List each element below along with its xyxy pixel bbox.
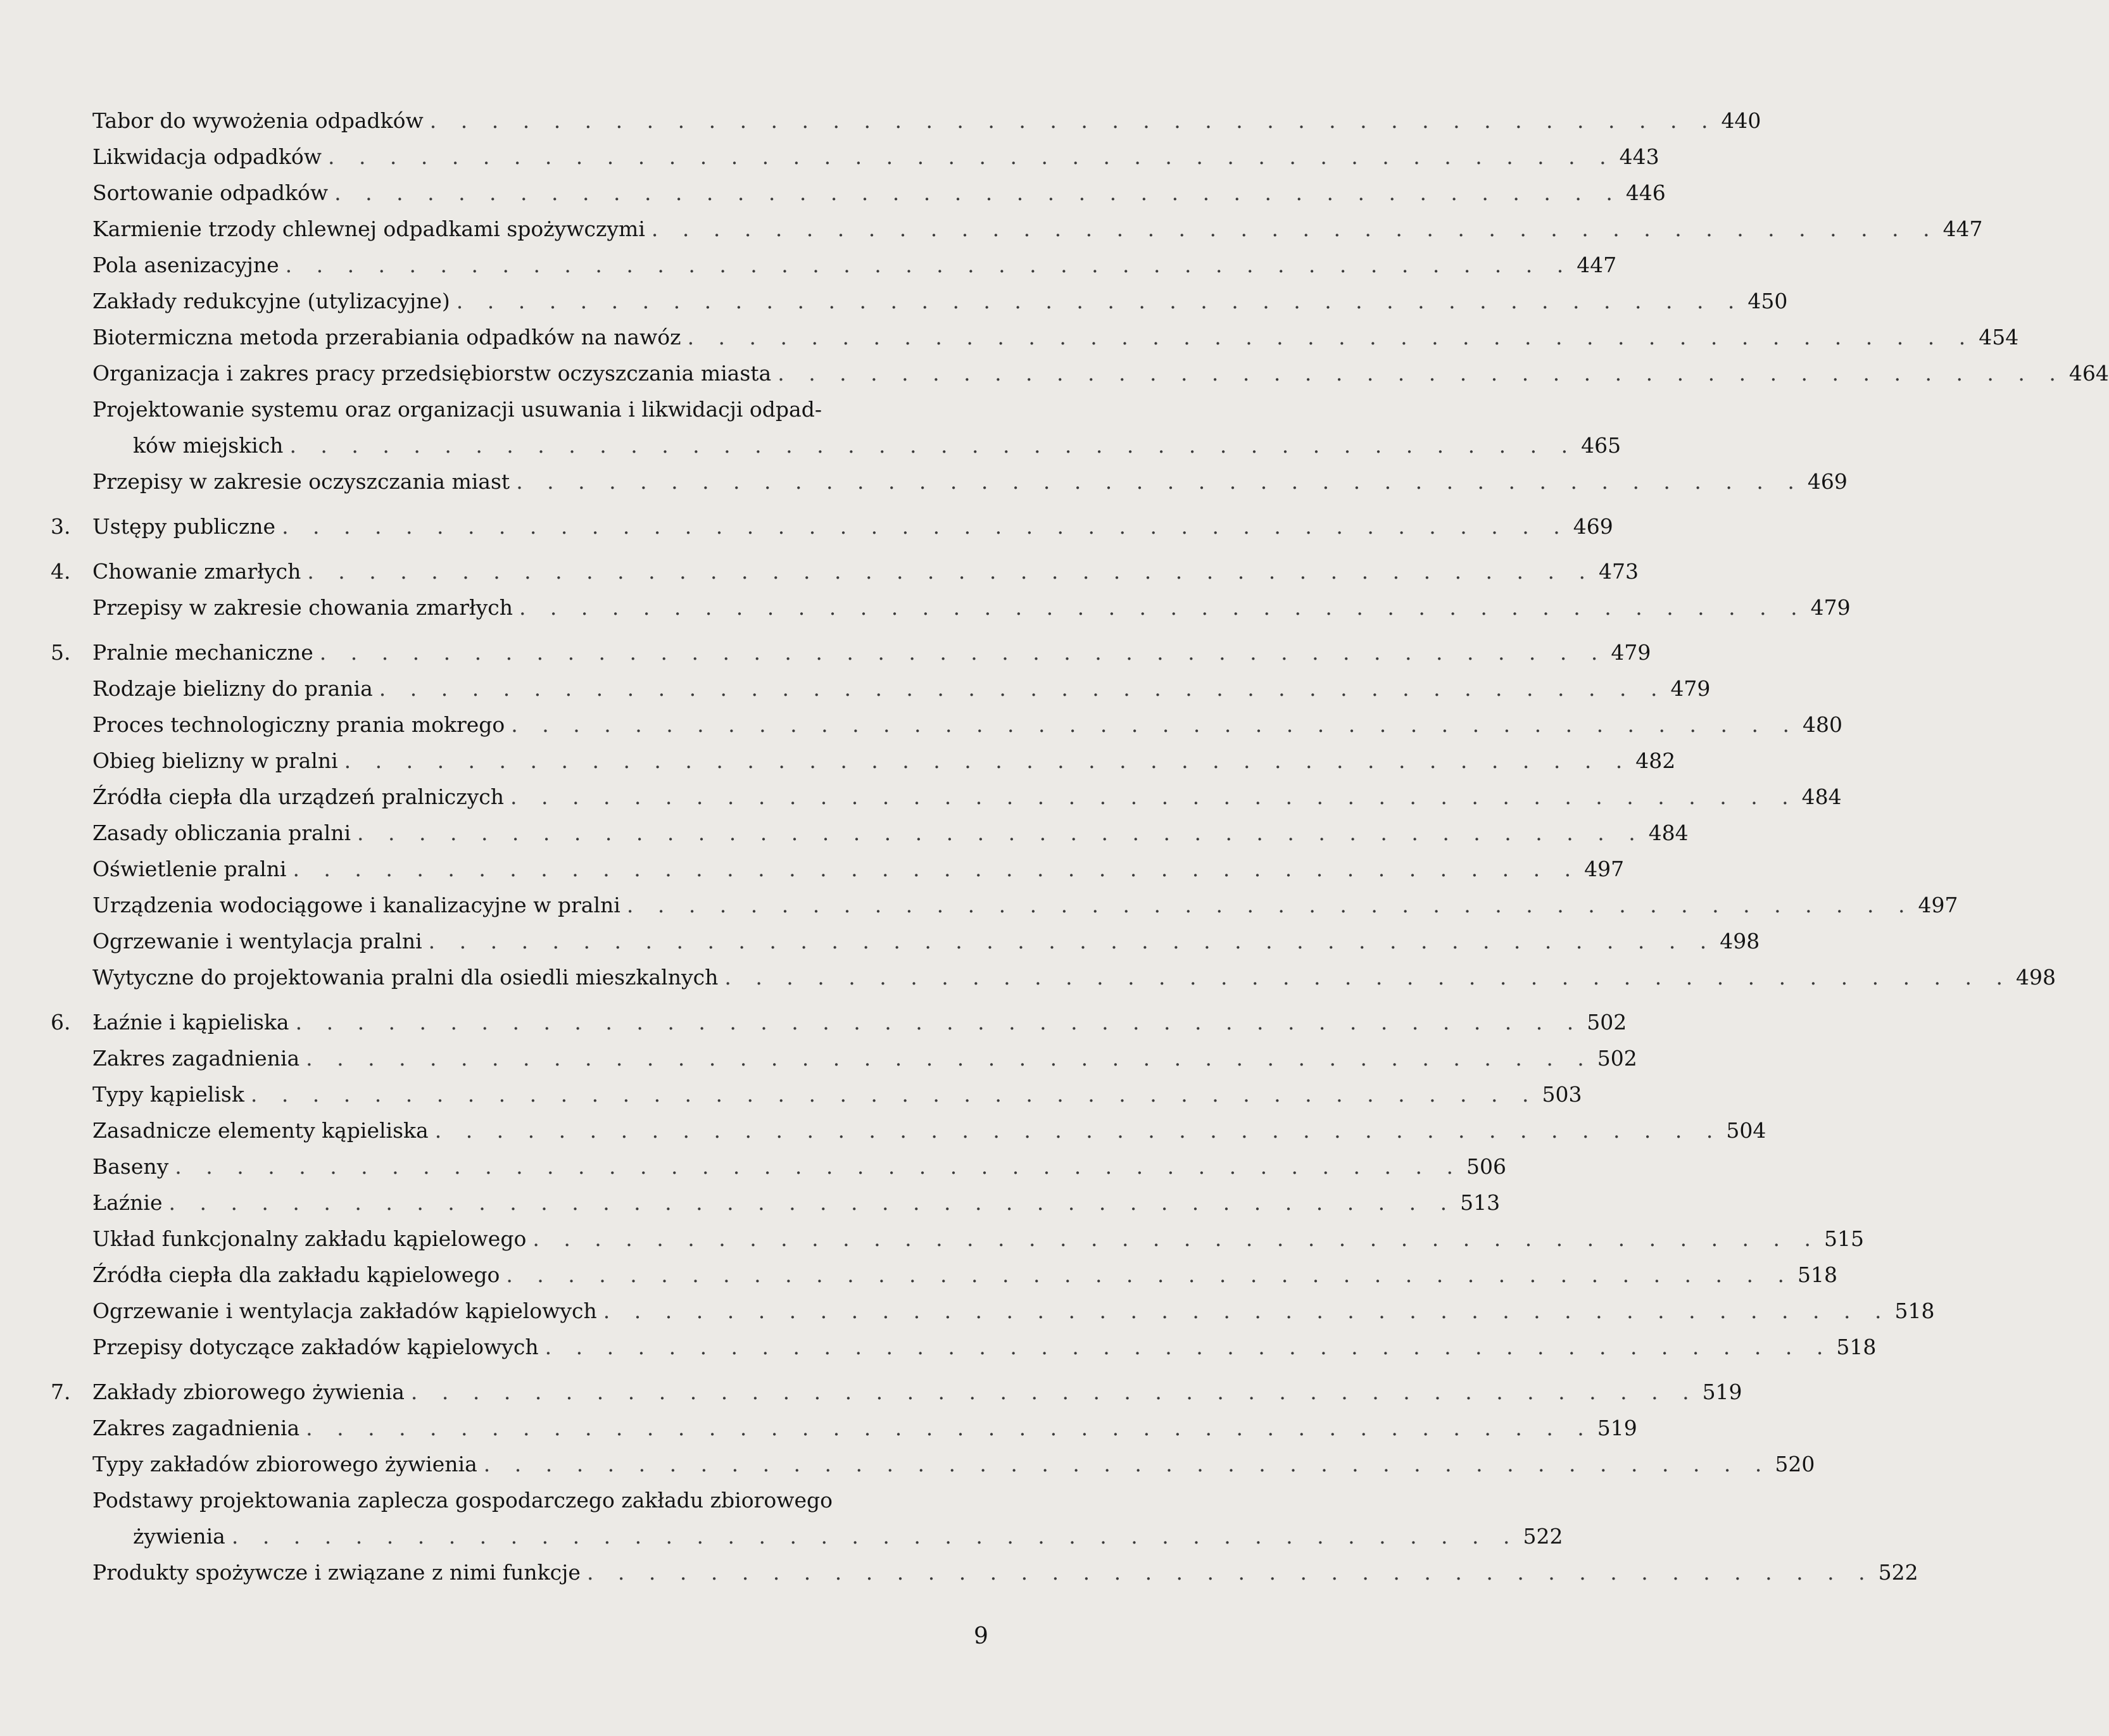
entry-page-number: 443 xyxy=(1619,144,1659,169)
entry-page-number: 447 xyxy=(1942,217,1983,241)
dot-leader: . . . . . . . . . . . . . . . . . . . . . . . . . . . . . . . . . . . . . . . . . . xyxy=(545,1335,1832,1359)
dot-leader: . . . . . . . . . . . . . . . . . . . . . . . . . . . . . . . . . . . . . . . . . . xyxy=(410,1380,1698,1404)
toc-entry xyxy=(51,1148,1506,1185)
toc-entry xyxy=(51,670,1711,707)
dot-leader: . . . . . . . . . . . . . . . . . . . . . . . . . . . . . . . . . . . . . . . . . . xyxy=(516,469,1803,494)
entry-title: Proces technologiczny prania mokrego xyxy=(92,712,505,737)
toc-entry xyxy=(51,589,1851,626)
dot-leader: . . . . . . . . . . . . . . . . . . . . . . . . . . . . . . . . . . . . . . . . . . xyxy=(285,253,1573,277)
dot-leader: . . . . . . . . . . . . . . . . . . . . . . . . . . . . . . . . . . . . . . . . . . xyxy=(603,1299,1891,1323)
dot-leader: . . . . . . . . . . . . . . . . . . . . . . . . . . . . . . . . . . . . . . . . . . xyxy=(307,559,1594,584)
entry-title: Zakłady zbiorowego żywienia xyxy=(92,1380,405,1404)
toc-entry xyxy=(51,103,1761,139)
entry-title: Projektowanie systemu oraz organizacji usuwania i likwidacji odpad- xyxy=(92,397,822,422)
dot-leader: . . . . . . . . . . . . . . . . . . . . . . . . . . . . . . . . . . . . . . . . . . xyxy=(434,1118,1722,1143)
dot-leader: . . . . . . . . . . . . . . . . . . . . . . . . . . . . . . . . . . . . . . . . . . xyxy=(651,217,1939,241)
entry-page-number: 464 xyxy=(2068,361,2109,386)
entry-title: Ustępy publiczne xyxy=(92,514,276,539)
entry-page-number: 518 xyxy=(1894,1299,1935,1323)
dot-leader: . . . . . . . . . . . . . . . . . . . . . . . . . . . . . . . . . . . . . . . . . . xyxy=(483,1452,1771,1476)
entry-page-number: 503 xyxy=(1542,1082,1582,1107)
entry-title: Podstawy projektowania zaplecza gospodarczego zakładu zbiorowego xyxy=(92,1488,833,1513)
dot-leader: . . . . . . . . . . . . . . . . . . . . . . . . . . . . . . . . . . . . . . . . . . xyxy=(306,1046,1593,1071)
dot-leader: . . . . . . . . . . . . . . . . . . . . . . . . . . . . . . . . . . . . . . . . . . xyxy=(456,289,1744,313)
dot-leader: . . . . . . . . . . . . . . . . . . . . . . . . . . . . . . . . . . . . . . . . . . xyxy=(506,1262,1793,1287)
section-number: 7. xyxy=(51,1380,71,1404)
entry-title: Rodzaje bielizny do prania xyxy=(92,676,373,701)
section-number: 3. xyxy=(51,514,71,539)
entry-title: Produkty spożywcze i związane z nimi funkcje xyxy=(92,1560,581,1585)
entry-page-number: 513 xyxy=(1460,1190,1501,1215)
entry-title: Przepisy w zakresie chowania zmarłych xyxy=(92,595,513,620)
dot-leader: . . . . . . . . . . . . . . . . . . . . . . . . . . . . . . . . . . . . . . . . . . xyxy=(687,325,1975,349)
toc-entry xyxy=(51,707,1842,743)
toc-entry xyxy=(51,247,1617,283)
entry-page-number: 515 xyxy=(1824,1226,1864,1251)
entry-page-number: 506 xyxy=(1466,1154,1506,1179)
toc-entry xyxy=(51,1076,1582,1112)
toc-entry xyxy=(51,1221,1864,1257)
dot-leader: . . . . . . . . . . . . . . . . . . . . . . . . . . . . . . . . . . . . . . . . . . xyxy=(519,595,1806,620)
section-number: 4. xyxy=(51,559,71,584)
dot-leader: . . . . . . . . . . . . . . . . . . . . . . . . . . . . . . . . . . . . . . . . . . xyxy=(327,144,1615,169)
entry-title: Baseny xyxy=(92,1154,169,1179)
entry-title-continuation: ków miejskich xyxy=(133,433,284,458)
toc-entry xyxy=(51,211,1983,247)
entry-title: Obieg bielizny w pralni xyxy=(92,748,338,773)
toc-entry xyxy=(51,1040,1637,1076)
dot-leader: . . . . . . . . . . . . . . . . . . . . . . . . . . . . . . . . . . . . . . . . . . xyxy=(510,784,1797,809)
section-number: 5. xyxy=(51,640,71,665)
entry-title: Karmienie trzody chlewnej odpadkami spożywczymi xyxy=(92,217,645,241)
entry-page-number: 504 xyxy=(1726,1118,1766,1143)
entry-title-continuation: żywienia xyxy=(133,1524,225,1549)
entry-page-number: 497 xyxy=(1918,893,1958,917)
entry-page-number: 502 xyxy=(1587,1010,1627,1035)
entry-page-number: 498 xyxy=(2016,965,2056,990)
entry-page-number: 479 xyxy=(1611,640,1651,665)
entry-title: Zakres zagadnienia xyxy=(92,1046,300,1071)
entry-title: Ogrzewanie i wentylacja zakładów kąpielowych xyxy=(92,1299,597,1323)
dot-leader: . . . . . . . . . . . . . . . . . . . . . . . . . . . . . . . . . . . . . . . . . . xyxy=(777,361,2065,386)
entry-page-number: 484 xyxy=(1648,821,1689,845)
entry-title: Typy zakładów zbiorowego żywienia xyxy=(92,1452,477,1476)
toc-entry xyxy=(51,355,2109,391)
entry-page-number: 522 xyxy=(1523,1524,1563,1549)
entry-page-number: 502 xyxy=(1597,1046,1637,1071)
entry-page-number: 518 xyxy=(1797,1262,1837,1287)
entry-page-number: 519 xyxy=(1597,1416,1637,1440)
dot-leader: . . . . . . . . . . . . . . . . . . . . . . . . . . . . . . . . . . . . . . . . . . xyxy=(626,893,1914,917)
dot-leader: . . . . . . . . . . . . . . . . . . . . . . . . . . . . . . . . . . . . . . . . . . xyxy=(231,1524,1519,1549)
dot-leader: . . . . . . . . . . . . . . . . . . . . . . . . . . . . . . . . . . . . . . . . . . xyxy=(175,1154,1462,1179)
entry-title: Zasady obliczania pralni xyxy=(92,821,351,845)
entry-title: Biotermiczna metoda przerabiania odpadków na nawóz xyxy=(92,325,681,349)
entry-page-number: 479 xyxy=(1810,595,1851,620)
entry-page-number: 469 xyxy=(1807,469,1848,494)
entry-page-number: 520 xyxy=(1775,1452,1815,1476)
dot-leader: . . . . . . . . . . . . . . . . . . . . . . . . . . . . . . . . . . . . . . . . . . xyxy=(357,821,1644,845)
entry-title: Ogrzewanie i wentylacja pralni xyxy=(92,929,422,953)
toc-entry xyxy=(51,1329,1877,1365)
entry-title: Typy kąpielisk xyxy=(92,1082,244,1107)
entry-title: Likwidacja odpadków xyxy=(92,144,322,169)
entry-page-number: 497 xyxy=(1584,857,1625,881)
entry-page-number: 440 xyxy=(1721,108,1761,133)
toc-entry xyxy=(51,1257,1837,1293)
entry-page-number: 482 xyxy=(1635,748,1676,773)
toc-entry xyxy=(51,634,1651,670)
dot-leader: . . . . . . . . . . . . . . . . . . . . . . . . . . . . . . . . . . . . . . . . . . xyxy=(344,748,1632,773)
entry-page-number: 447 xyxy=(1577,253,1617,277)
entry-title: Zakres zagadnienia xyxy=(92,1416,300,1440)
dot-leader: . . . . . . . . . . . . . . . . . . . . . . . . . . . . . . . . . . . . . . . . . . xyxy=(724,965,2011,990)
toc-entry xyxy=(51,1554,1918,1590)
section-number: 6. xyxy=(51,1010,71,1035)
dot-leader: . . . . . . . . . . . . . . . . . . . . . . . . . . . . . . . . . . . . . . . . . . xyxy=(334,180,1621,205)
table-of-contents xyxy=(51,103,2109,1590)
entry-page-number: 446 xyxy=(1625,180,1666,205)
dot-leader: . . . . . . . . . . . . . . . . . . . . . . . . . . . . . . . . . . . . . . . . . . xyxy=(306,1416,1593,1440)
dot-leader: . . . . . . . . . . . . . . . . . . . . . . . . . . . . . . . . . . . . . . . . . . xyxy=(295,1010,1583,1035)
dot-leader: . . . . . . . . . . . . . . . . . . . . . . . . . . . . . . . . . . . . . . . . . . xyxy=(379,676,1666,701)
entry-title: Źródła ciepła dla zakładu kąpielowego xyxy=(92,1262,500,1287)
toc-entry xyxy=(51,815,1689,851)
dot-leader: . . . . . . . . . . . . . . . . . . . . . . . . . . . . . . . . . . . . . . . . . . xyxy=(282,514,1569,539)
toc-entry xyxy=(51,508,1613,544)
toc-entry xyxy=(51,175,1666,211)
toc-entry xyxy=(51,959,2056,995)
toc-entry xyxy=(51,923,1760,959)
page-number: 9 xyxy=(974,1623,988,1649)
entry-title: Chowanie zmarłych xyxy=(92,559,301,584)
toc-entry xyxy=(51,1004,1627,1040)
entry-title: Organizacja i zakres pracy przedsiębiorstw oczyszczania miasta xyxy=(92,361,772,386)
entry-title: Sortowanie odpadków xyxy=(92,180,329,205)
dot-leader: . . . . . . . . . . . . . . . . . . . . . . . . . . . . . . . . . . . . . . . . . . xyxy=(532,1226,1820,1251)
entry-page-number: 469 xyxy=(1573,514,1613,539)
entry-title: Urządzenia wodociągowe i kanalizacyjne w pralni xyxy=(92,893,620,917)
toc-entry xyxy=(51,743,1676,779)
toc-entry xyxy=(51,553,1639,589)
toc-entry xyxy=(51,1185,1501,1221)
toc-entry xyxy=(51,1446,1815,1482)
entry-page-number: 522 xyxy=(1878,1560,1918,1585)
dot-leader: . . . . . . . . . . . . . . . . . . . . . . . . . . . . . . . . . . . . . . . . . . xyxy=(289,433,1577,458)
entry-title: Zakłady redukcyjne (utylizacyjne) xyxy=(92,289,450,313)
toc-entry xyxy=(51,463,1848,500)
entry-title: Zasadnicze elementy kąpieliska xyxy=(92,1118,429,1143)
entry-title: Źródła ciepła dla urządzeń pralniczych xyxy=(92,784,505,809)
toc-entry xyxy=(51,319,2019,355)
entry-title: Łaźnie i kąpieliska xyxy=(92,1010,289,1035)
entry-title: Przepisy w zakresie oczyszczania miast xyxy=(92,469,510,494)
dot-leader: . . . . . . . . . . . . . . . . . . . . . . . . . . . . . . . . . . . . . . . . . . xyxy=(586,1560,1874,1585)
toc-entry xyxy=(51,1482,1563,1554)
entry-title: Wytyczne do projektowania pralni dla osiedli mieszkalnych xyxy=(92,965,719,990)
entry-title: Pralnie mechaniczne xyxy=(92,640,313,665)
dot-leader: . . . . . . . . . . . . . . . . . . . . . . . . . . . . . . . . . . . . . . . . . . xyxy=(168,1190,1456,1215)
entry-page-number: 518 xyxy=(1836,1335,1877,1359)
entry-title: Łaźnie xyxy=(92,1190,163,1215)
toc-entry xyxy=(51,779,1842,815)
entry-title: Układ funkcjonalny zakładu kąpielowego xyxy=(92,1226,527,1251)
dot-leader: . . . . . . . . . . . . . . . . . . . . . . . . . . . . . . . . . . . . . . . . . . xyxy=(250,1082,1538,1107)
dot-leader: . . . . . . . . . . . . . . . . . . . . . . . . . . . . . . . . . . . . . . . . . . xyxy=(428,929,1716,953)
toc-entry xyxy=(51,1410,1637,1446)
dot-leader: . . . . . . . . . . . . . . . . . . . . . . . . . . . . . . . . . . . . . . . . . . xyxy=(429,108,1717,133)
entry-page-number: 519 xyxy=(1702,1380,1742,1404)
toc-entry xyxy=(51,391,1621,463)
toc-entry xyxy=(51,139,1659,175)
entry-page-number: 484 xyxy=(1801,784,1842,809)
entry-title: Tabor do wywożenia odpadków xyxy=(92,108,424,133)
toc-entry xyxy=(51,887,1958,923)
entry-page-number: 479 xyxy=(1670,676,1711,701)
dot-leader: . . . . . . . . . . . . . . . . . . . . . . . . . . . . . . . . . . . . . . . . . . xyxy=(293,857,1580,881)
toc-entry xyxy=(51,1293,1935,1329)
entry-page-number: 450 xyxy=(1747,289,1788,313)
toc-entry xyxy=(51,1374,1742,1410)
entry-page-number: 473 xyxy=(1598,559,1639,584)
entry-page-number: 498 xyxy=(1720,929,1760,953)
entry-title: Oświetlenie pralni xyxy=(92,857,287,881)
toc-entry xyxy=(51,1112,1766,1148)
entry-page-number: 454 xyxy=(1979,325,2019,349)
entry-title: Pola asenizacyjne xyxy=(92,253,279,277)
toc-entry xyxy=(51,283,1788,319)
dot-leader: . . . . . . . . . . . . . . . . . . . . . . . . . . . . . . . . . . . . . . . . . . xyxy=(511,712,1798,737)
toc-entry xyxy=(51,851,1625,887)
dot-leader: . . . . . . . . . . . . . . . . . . . . . . . . . . . . . . . . . . . . . . . . . . xyxy=(319,640,1607,665)
entry-title: Przepisy dotyczące zakładów kąpielowych xyxy=(92,1335,539,1359)
entry-page-number: 480 xyxy=(1802,712,1842,737)
entry-page-number: 465 xyxy=(1581,433,1621,458)
